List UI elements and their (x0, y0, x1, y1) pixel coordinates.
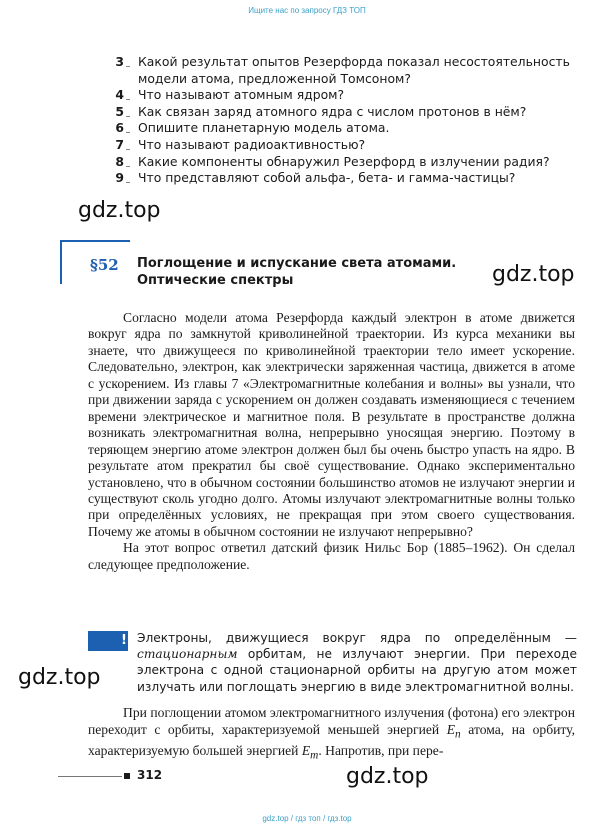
question-text: Как связан заряд атомного ядра с числом протонов в нём? (138, 103, 527, 119)
rule-text (137, 630, 577, 695)
paragraph: Согласно модели атома Резерфорда каждый электрон в атоме движется вокруг ядра по замкнутой криволинейной траектории. Из курса механики вы знаете, что движущееся по криволинейной траектории тело имеет ускорение. Следовательно, электрон, как электрически заряженная частица, движется в атоме с ускорением. Из главы 7 «Электромагнитные колебания и волны» вы узнали, что при движении заряда с ускорением он должен создавать изменяющиеся с течением времени электрическое и магнитное поля. В результате в пространстве должна возникать электромагнитная волна, непрерывно уносящая энергию. Поэтому в теряющем энергию атоме электрон должен был бы очень быстро упасть на ядро. В результате атом прекратил бы своё существование. Однако экспериментально установлено, что в обычном состоянии большинство атомов не излучают энергии и существуют сколь угодно долго. Атомы излучают электромагнитные волны только при определённых условиях, не прекращая при этом своего существования. Почему же атомы в обычном состоянии не излучают непрерывно? (88, 310, 575, 539)
page-number: 312 (137, 768, 163, 782)
question-number: 9 (110, 170, 124, 187)
energy-subscript: m (310, 749, 319, 762)
question-text: Какие компоненты обнаружил Резерфорд в излучении радия? (138, 153, 550, 169)
question-text: Что представляют собой альфа-, бета- и гамма-частицы? (138, 170, 516, 186)
question-item (80, 120, 600, 137)
energy-subscript: n (455, 728, 461, 741)
paragraph-part: атома, на орбиту, характеризуемую большей энергией (88, 721, 575, 758)
section-title (137, 255, 497, 289)
question-item (80, 137, 600, 154)
energy-symbol: E (301, 742, 311, 758)
energy-symbol: E (446, 721, 456, 737)
question-text: Что называют атомным ядром? (138, 87, 345, 103)
question-item (80, 154, 600, 171)
bottom-link[interactable]: gdz.top / гдз топ / гдз.top (262, 814, 352, 823)
question-number: 5 (110, 104, 124, 121)
question-number: 8 (110, 154, 124, 171)
body-text (88, 310, 575, 573)
question-number: 4 (110, 87, 124, 104)
paragraph-part: При поглощении атомом электромагнитного излучения (фотона) его электрон переходит с орбиты, характеризуемой меньшей энергией (88, 705, 575, 737)
question-item (80, 170, 600, 187)
watermark: gdz.top (492, 262, 575, 287)
question-text: Опишите планетарную модель атома. (138, 120, 390, 136)
question-item (80, 87, 600, 104)
rule-term: стационарным (137, 647, 238, 662)
question-item (80, 54, 600, 87)
question-number: 3 (110, 54, 124, 71)
watermark: gdz.top (18, 665, 101, 690)
footer-square (124, 773, 130, 779)
rule-text-part: орбитам, не излучают энергии. При переходе электрона с одной стационарной орбиты на другую атом может излучать или поглощать энергию в виде электромагнитной волны. (137, 647, 577, 694)
question-list (80, 54, 600, 187)
paragraph (88, 705, 575, 764)
section-number: §52 (90, 256, 119, 274)
footer-rule (58, 776, 122, 777)
section-frame-horizontal (60, 240, 130, 242)
paragraph: На этот вопрос ответил датский физик Нильс Бор (1885–1962). Он сделал следующее предположение. (88, 540, 575, 572)
section-frame-vertical (60, 240, 62, 284)
section-title-line1: Поглощение и испускание света атомами. (137, 256, 457, 271)
top-link[interactable]: Ищите нас по запросу ГДЗ ТОП (248, 6, 366, 15)
paragraph-part: . Напротив, при пере- (318, 742, 444, 758)
watermark: gdz.top (78, 198, 161, 223)
question-item (80, 104, 600, 121)
exclamation-icon: ! (121, 633, 127, 648)
question-text: Что называют радиоактивностью? (138, 136, 366, 152)
question-number: 7 (110, 137, 124, 154)
body-text-continued (88, 705, 575, 764)
question-number: 6 (110, 120, 124, 137)
rule-text-part: Электроны, движущиеся вокруг ядра по определённым — (137, 631, 577, 645)
section-title-line2: Оптические спектры (137, 273, 294, 288)
watermark: gdz.top (346, 764, 429, 789)
question-text: Какой результат опытов Резерфорда показал несостоятельность модели атома, предложенной Томсоном? (138, 54, 570, 86)
